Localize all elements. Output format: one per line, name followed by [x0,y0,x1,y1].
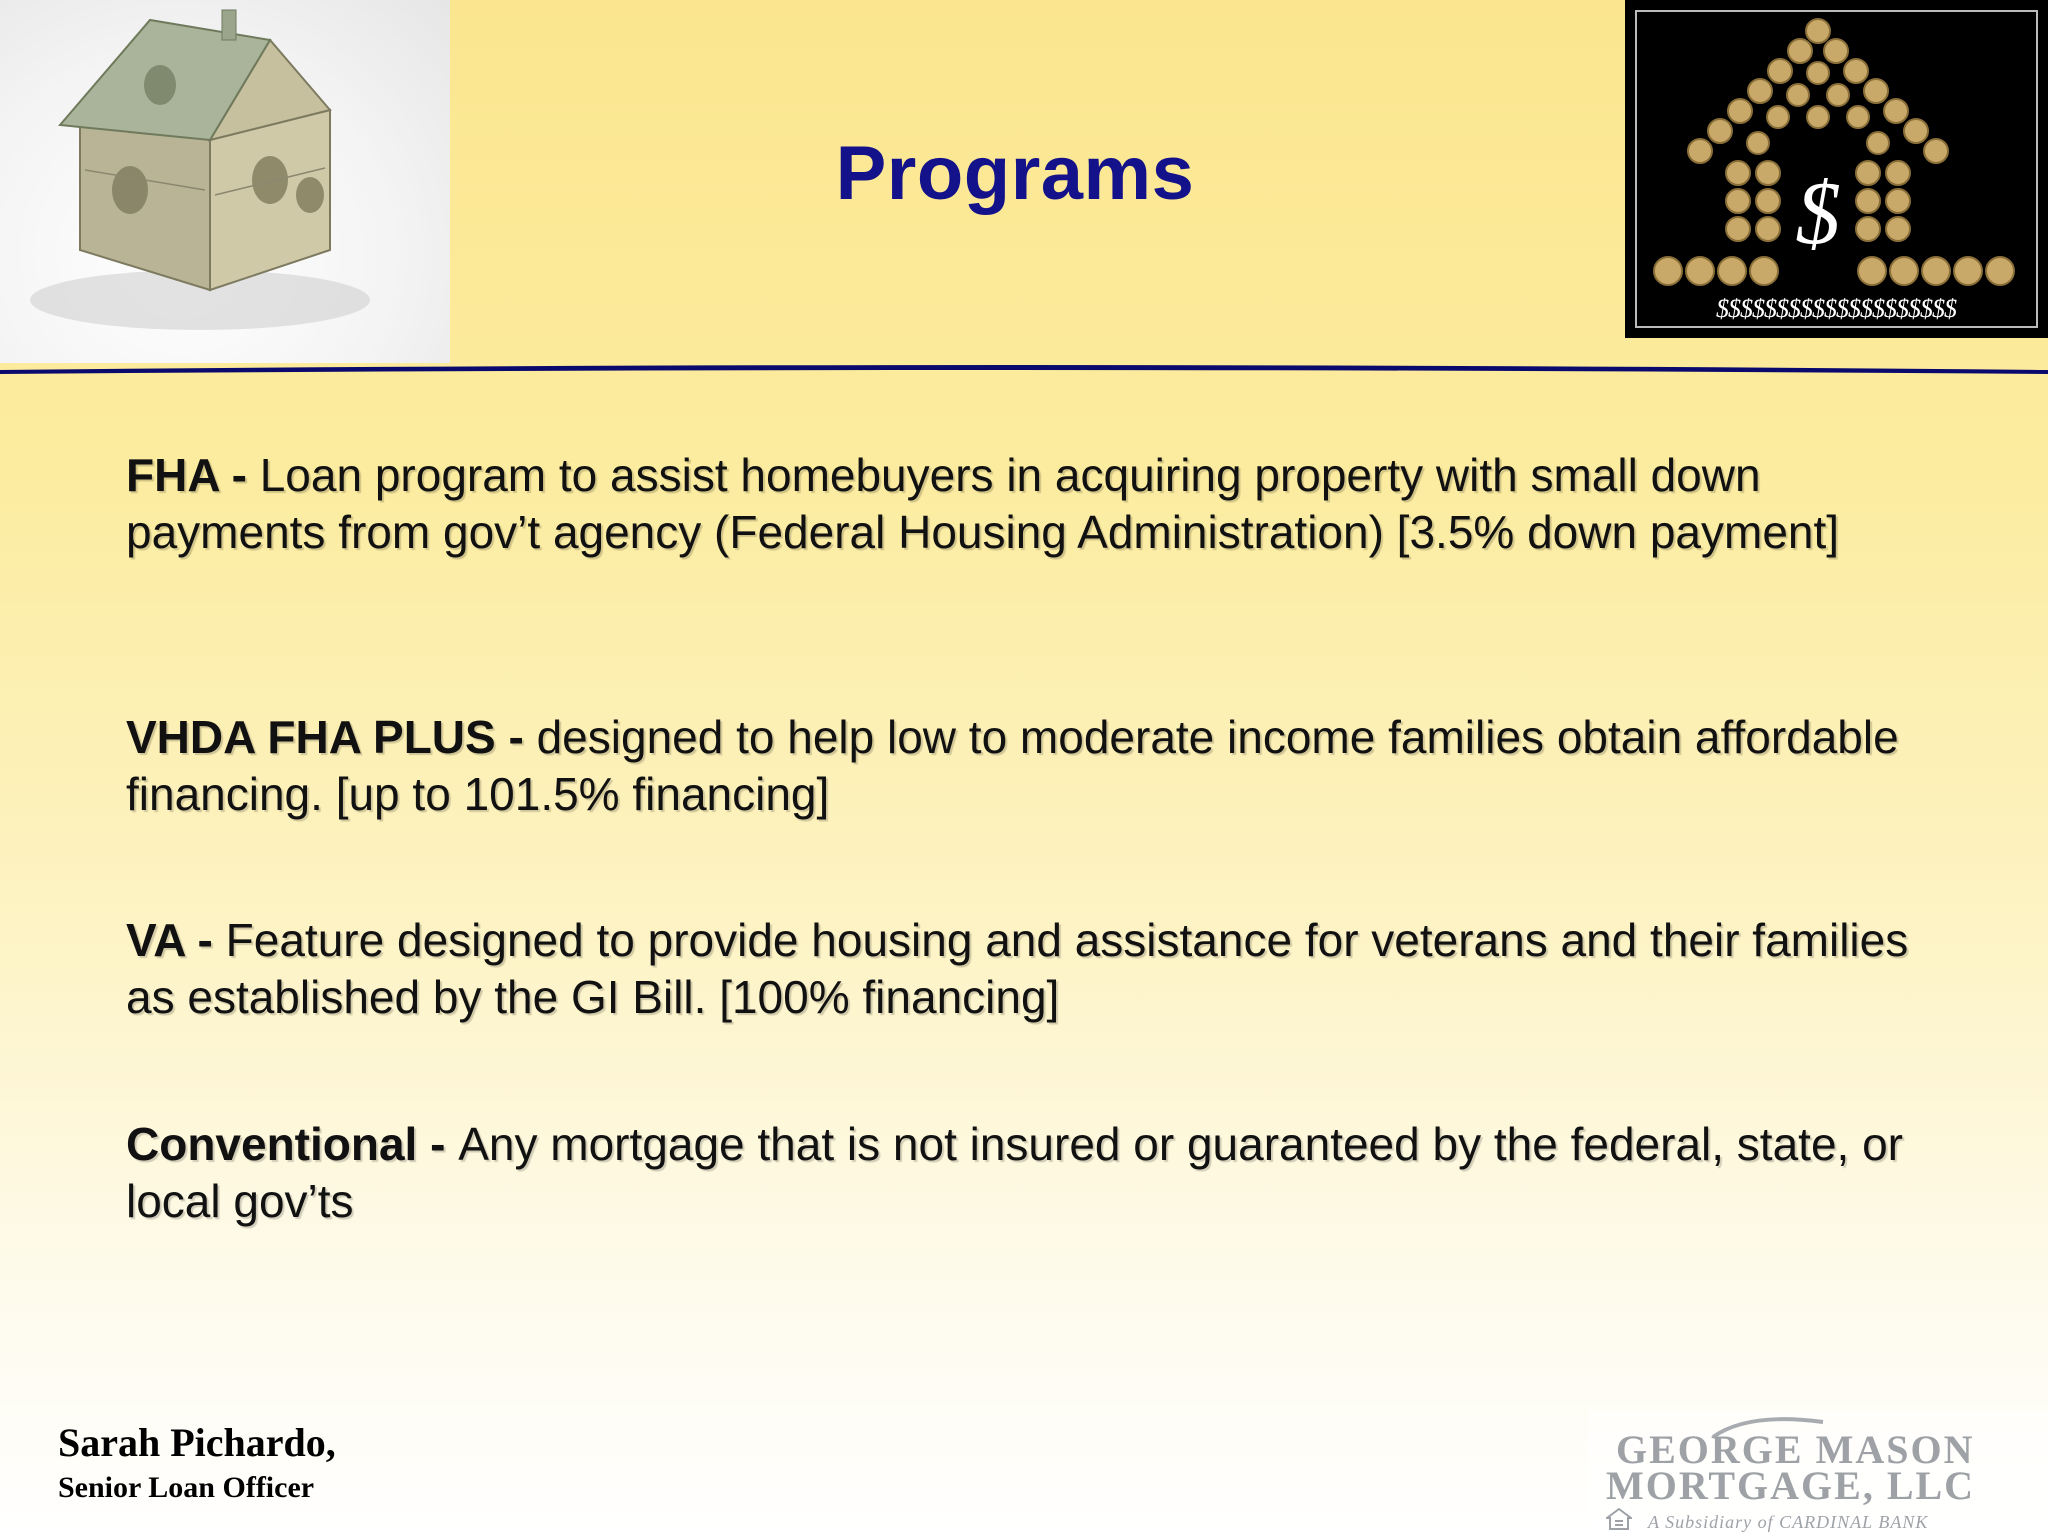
svg-text:$: $ [1795,164,1841,263]
program-description: Feature designed to provide housing and assistance for veterans and their families as established by the GI Bill. [100% financing] [126,914,1909,1023]
program-item-conventional [126,1116,1946,1230]
slide-title: Programs [835,131,1195,216]
logo-line-1: GEORGE MASON [1616,1427,1975,1472]
presenter-name: Sarah Pichardo, [58,1420,336,1465]
company-logo [1588,1410,2048,1536]
program-term: FHA - [126,449,260,501]
program-description: Loan program to assist homebuyers in acquiring property with small down payments from gov’t agency (Federal Housing Administration) [3.5% down payment] [126,449,1840,558]
dollar-bill-house-image [0,0,450,363]
program-description: Any mortgage that is not insured or guaranteed by the federal, state, or local gov’ts [126,1118,1903,1227]
logo-line-2: MORTGAGE, LLC [1606,1463,1976,1508]
program-term: Conventional - [126,1118,459,1170]
equal-housing-icon [1606,1508,1632,1530]
presenter-role: Senior Loan Officer [58,1471,315,1504]
presenter-info [58,1418,336,1508]
program-item-va [126,912,1946,1026]
coin-house-image [1625,0,2048,338]
header-divider [0,358,2048,376]
program-item-vhda-fha-plus [126,709,1946,823]
coin-caption: $$$$$$$$$$$$$$$$$$$$ [1716,294,1956,323]
program-item-fha [126,447,1946,561]
program-description: designed to help low to moderate income families obtain affordable financing. [up to 101.5% financing] [126,711,1899,820]
logo-line-3: A Subsidiary of CARDINAL BANK [1648,1512,1929,1532]
program-term: VHDA FHA PLUS - [126,711,537,763]
program-term: VA - [126,914,226,966]
